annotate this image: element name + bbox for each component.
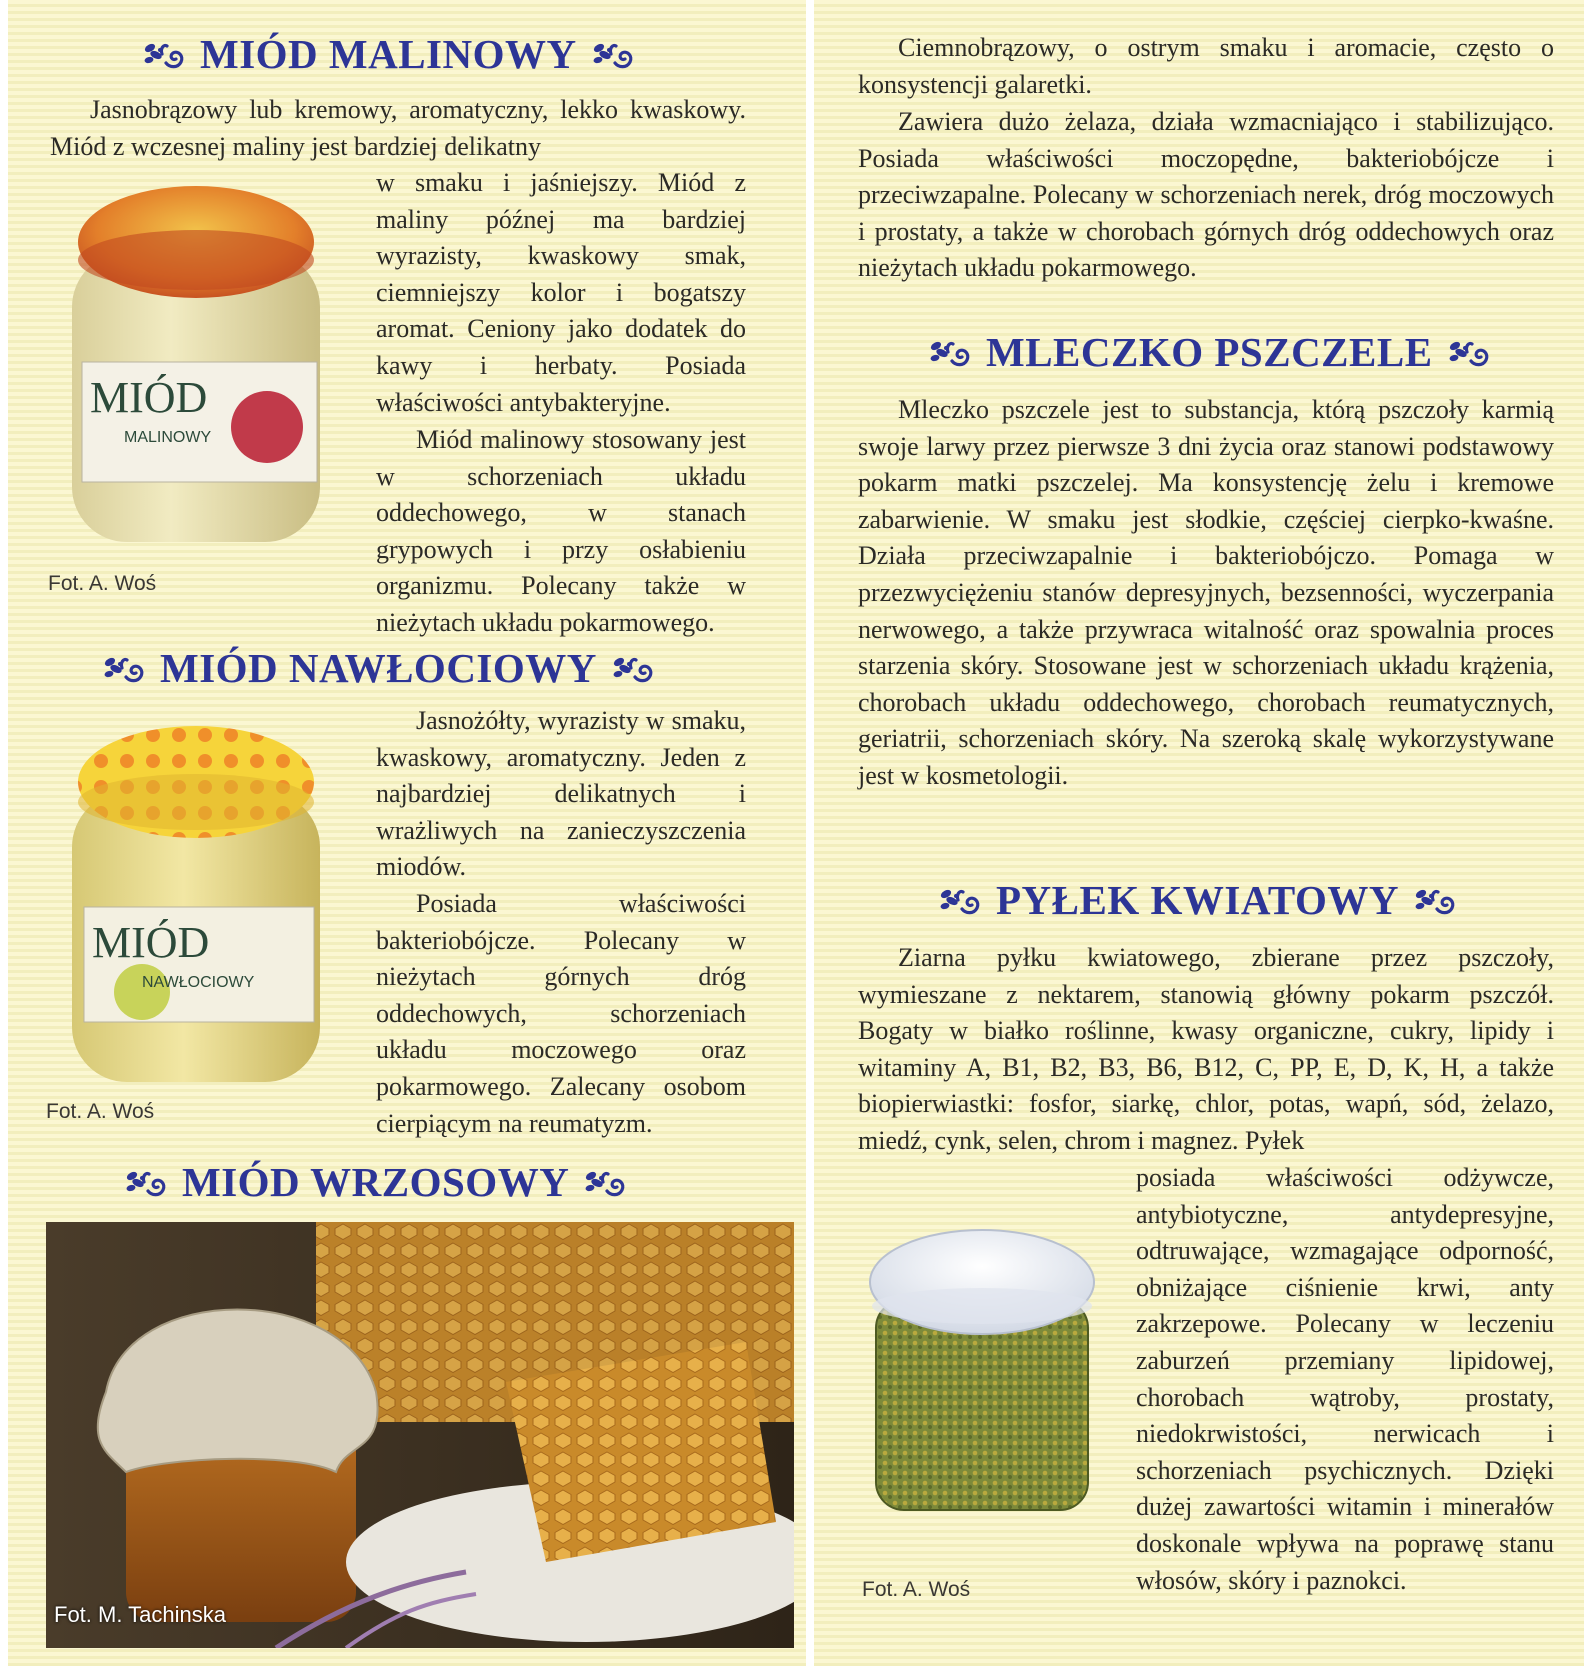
bee-ornament-icon (122, 1166, 170, 1198)
bee-ornament-icon (1445, 336, 1493, 368)
bee-ornament-icon (581, 1166, 629, 1198)
jar-sublabel-text: NAWŁOCIOWY (142, 974, 255, 991)
pylek-intro-paragraph: Ziarna pyłku kwiatowego, zbierane przez pszczoły, wymieszane z nektarem, stanowią główny pokarm pszczół. Bogaty w białko roślinne, kwasy organiczne, cukry, lipidy i witaminy A, B1, B2, B3, B6, B12, C, PP, E, D, K, H, a także biopierwiastki: fosfor, siarkę, chlor, potas, wapń, sód, żelazo, miedź, cynk, selen, chrom i magnez. Pyłek (858, 943, 1554, 1155)
heading-mleczko-pszczele-text: MLECZKO PSZCZELE (986, 329, 1433, 375)
photo-credit-malinowy: Fot. A. Woś (48, 572, 157, 595)
heading-miod-wrzosowy-text: MIÓD WRZOSOWY (182, 1159, 570, 1205)
heading-pylek-kwiatowy-text: PYŁEK KWIATOWY (996, 877, 1400, 923)
heading-miod-nawlociowy (100, 644, 657, 692)
page-divider (806, 0, 814, 1666)
bee-ornament-icon (589, 38, 637, 70)
bee-ornament-icon (926, 336, 974, 368)
bee-ornament-icon (936, 884, 984, 916)
pylek-kwiatowy-jar-photo (862, 1220, 1102, 1520)
heading-pylek-kwiatowy (936, 876, 1459, 924)
heading-miod-wrzosowy (122, 1158, 629, 1206)
mleczko-pszczele-paragraph: Mleczko pszczele jest to substancja, którą pszczoły karmią swoje larwy przez pierwsze 3 dni życia oraz stanowi podstawowy pokarm matki pszczelej. Ma konsystencję żelu i kremowe zabarwienie. W smaku jest słodkie, częściej cierpko-kwaśne. Działa przeciwzapalnie i bakteriobójczo. Pomaga w przezwyciężeniu stanów depresyjnych, bezsenności, wyczerpania nerwowego, a także przywraca witalność oraz spowalnia proces starzenia skóry. Stosowane jest w schorzeniach układu krążenia, chorobach układu oddechowego, chorobach reumatycznych, geriatrii, schorzeniach skóry. Na szeroką skalę wykorzystywane jest w kosmetologii. (858, 395, 1554, 790)
photo-credit-pylek: Fot. A. Woś (862, 1578, 971, 1601)
nawlociowy-usage-paragraph: Posiada właściwości bakteriobójcze. Polecany w nieżytach górnych dróg oddechowych, schorzeniach układu moczowego oraz pokarmowego. Zalecany osobom cierpiącym na reumatyzm. (376, 889, 746, 1138)
malinowy-description-paragraph: w smaku i jaśniejszy. Miód z maliny późnej ma bardziej wyrazisty, kwaskowy smak, ciemniejszy kolor i bogatszy aromat. Ceniony jako dodatek do kawy i herbaty. Posiada właściwości antybakteryjne. (376, 168, 746, 417)
miod-nawlociowy-jar-photo (62, 722, 332, 1092)
photo-credit-nawlociowy: Fot. A. Woś (46, 1100, 155, 1123)
bee-ornament-icon (100, 652, 148, 684)
nawlociowy-description-paragraph: Jasnożółty, wyrazisty w smaku, kwaskowy, aromatyczny. Jeden z najbardziej delikatnych i wrażliwych na zanieczyszczenia miodów. (376, 706, 746, 882)
pylek-properties-paragraph: posiada właściwości odżywcze, antybiotyczne, antydepresyjne, odtruwające, wzmagające odporność, obniżające ciśnienie krwi, anty zakrzepowe. Polecany w leczeniu zaburzeń przemiany lipidowej, chorobach wątroby, prostaty, niedokrwistości, nerwicach i schorzeniach psychicznych. Dzięki dużej zawartości witamin i minerałów doskonale wpływa na poprawę stanu włosów, skóry i paznokci. (1136, 1163, 1554, 1595)
malinowy-usage-paragraph: Miód malinowy stosowany jest w schorzeniach układu oddechowego, w stanach grypowych i przy osłabieniu organizmu. Polecany także w nieżytach układu pokarmowego. (376, 425, 746, 637)
jar-sublabel-text: MALINOWY (124, 429, 212, 446)
wrzosowy-usage-paragraph: Zawiera dużo żelaza, działa wzmacniająco i stabilizująco. Posiada właściwości moczopędne, bakteriobójcze i przeciwzapalne. Polecany w schorzeniach nerek, dróg moczowych i prostaty, a także w chorobach górnych dróg oddechowych oraz nieżytach układu pokarmowego. (858, 107, 1554, 283)
wrzosowy-description-paragraph: Ciemnobrązowy, o ostrym smaku i aromacie, często o konsystencji galaretki. (858, 33, 1554, 99)
bee-ornament-icon (1411, 884, 1459, 916)
heading-mleczko-pszczele (926, 328, 1493, 376)
heading-miod-malinowy-text: MIÓD MALINOWY (200, 31, 577, 77)
photo-credit-wrzosowy: Fot. M. Tachinska (54, 1602, 226, 1627)
jar-label-text: MIÓD (92, 918, 210, 967)
heading-miod-malinowy (140, 30, 637, 78)
malinowy-intro-paragraph: Jasnobrązowy lub kremowy, aromatyczny, lekko kwaskowy. Miód z wczesnej maliny jest bardziej delikatny (50, 95, 746, 161)
heading-miod-nawlociowy-text: MIÓD NAWŁOCIOWY (160, 645, 597, 691)
miod-malinowy-jar-photo (62, 182, 332, 552)
bee-ornament-icon (609, 652, 657, 684)
bee-ornament-icon (140, 38, 188, 70)
miod-wrzosowy-honeycomb-photo (46, 1222, 794, 1648)
jar-label-text: MIÓD (90, 373, 208, 422)
